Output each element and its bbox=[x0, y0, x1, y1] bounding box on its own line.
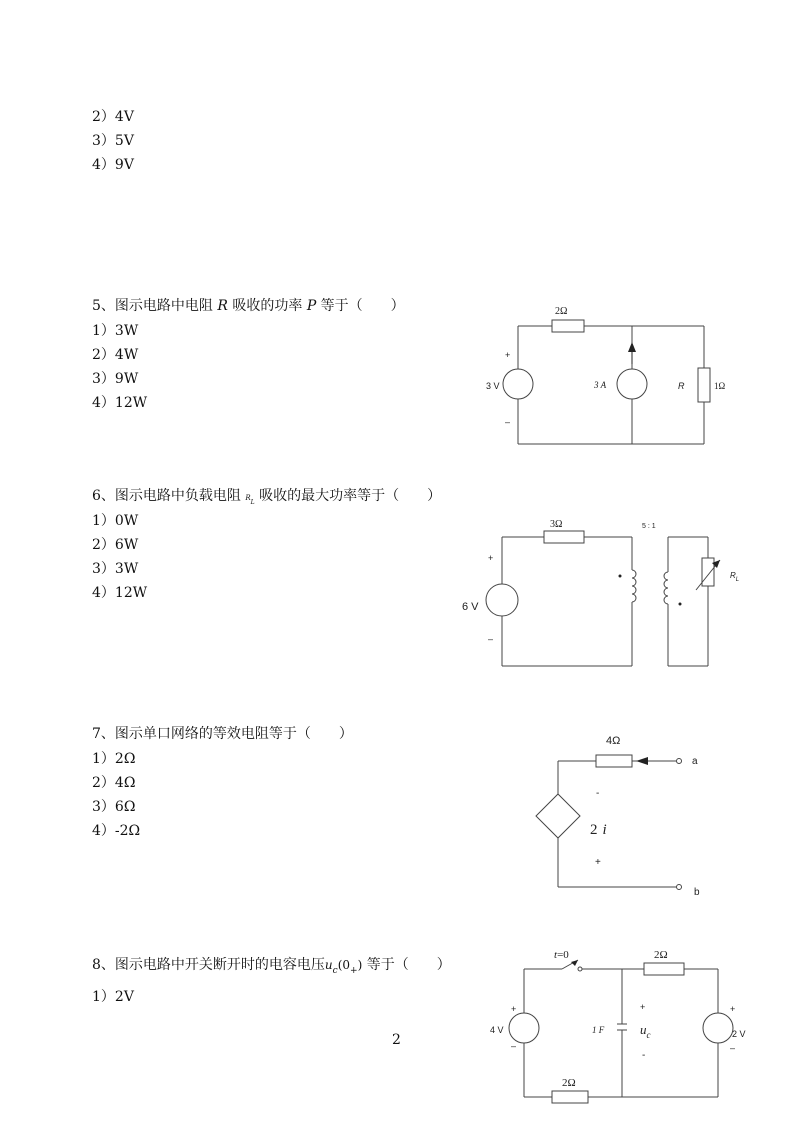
option-2: 2）4V bbox=[92, 109, 134, 125]
q6-vsrc-label: 6 V bbox=[462, 601, 479, 613]
q7-r-top-label: 4Ω bbox=[606, 735, 621, 747]
option-4: 4）9V bbox=[92, 157, 134, 173]
q7-title: 7、图示单口网络的等效电阻等于（ ） bbox=[92, 726, 353, 742]
q7-option-3: 3）6Ω bbox=[92, 799, 136, 815]
q6-load-label: $R_L$ bbox=[730, 571, 740, 583]
q8-r-top-label: 2Ω bbox=[654, 949, 668, 961]
q7-option-1: 1）2Ω bbox=[92, 751, 136, 767]
q5-isrc-label: 3 A bbox=[594, 380, 607, 390]
q6-option-2: 2）6W bbox=[92, 537, 139, 553]
q8-plus-left: + bbox=[511, 1004, 517, 1014]
q8-switch-label: t=0 bbox=[554, 949, 569, 961]
q7-option-2: 2）4Ω bbox=[92, 775, 136, 791]
page-number: 2 bbox=[392, 1032, 401, 1048]
q8-uc-label: $u_c$ bbox=[640, 1022, 651, 1040]
q5-option-1: 1）3W bbox=[92, 323, 139, 339]
q7-dep-label: 2 i bbox=[590, 822, 607, 838]
q5-option-4: 4）12W bbox=[92, 395, 148, 411]
q6-r-top-label: 3Ω bbox=[550, 519, 563, 530]
q5-vsrc-label: 3 V bbox=[486, 381, 500, 391]
q5-minus: – bbox=[505, 417, 511, 427]
q6-option-3: 3）3W bbox=[92, 561, 139, 577]
q7-option-4: 4）-2Ω bbox=[92, 823, 141, 839]
q8-vsrc-right-label: 2 V bbox=[732, 1029, 746, 1039]
q6-title: 6、图示电路中负载电阻 $R_L$ 吸收的最大功率等于（ ） bbox=[92, 488, 442, 506]
q6-ratio: 5 : 1 bbox=[642, 523, 656, 530]
q6-minus: – bbox=[488, 634, 494, 644]
q6-plus: + bbox=[488, 553, 494, 563]
q5-option-3: 3）9W bbox=[92, 371, 139, 387]
q7-minus: - bbox=[596, 788, 600, 799]
q5-r-label: R bbox=[678, 381, 685, 391]
q8-cap-label: 1 F bbox=[592, 1025, 605, 1035]
q5-plus: + bbox=[505, 350, 511, 360]
q8-cap-minus: - bbox=[642, 1050, 646, 1061]
option-3: 3）5V bbox=[92, 133, 134, 149]
q7-node-a: a bbox=[692, 756, 698, 767]
q5-r-val: 1Ω bbox=[714, 381, 726, 391]
q8-cap-plus: + bbox=[640, 1002, 646, 1012]
q7-plus: + bbox=[595, 857, 601, 868]
q8-minus-right: – bbox=[730, 1043, 736, 1053]
q6-option-4: 4）12W bbox=[92, 585, 148, 601]
q6-option-1: 1）0W bbox=[92, 513, 139, 529]
q8-option-1: 1）2V bbox=[92, 989, 134, 1005]
q8-title: 8、图示电路中开关断开时的电容电压$u_c(0_+)$ 等于（ ） bbox=[92, 957, 451, 976]
q5-title: 5、图示电路中电阻 R 吸收的功率 P 等于（ ） bbox=[92, 298, 405, 314]
q8-r-bottom-label: 2Ω bbox=[562, 1077, 576, 1089]
q8-vsrc-left-label: 4 V bbox=[490, 1025, 504, 1035]
q5-option-2: 2）4W bbox=[92, 347, 139, 363]
q8-plus-right: + bbox=[730, 1004, 736, 1014]
q7-node-b: b bbox=[694, 887, 700, 898]
q5-r-top-label: 2Ω bbox=[555, 306, 568, 317]
q8-minus-left: – bbox=[511, 1041, 517, 1051]
